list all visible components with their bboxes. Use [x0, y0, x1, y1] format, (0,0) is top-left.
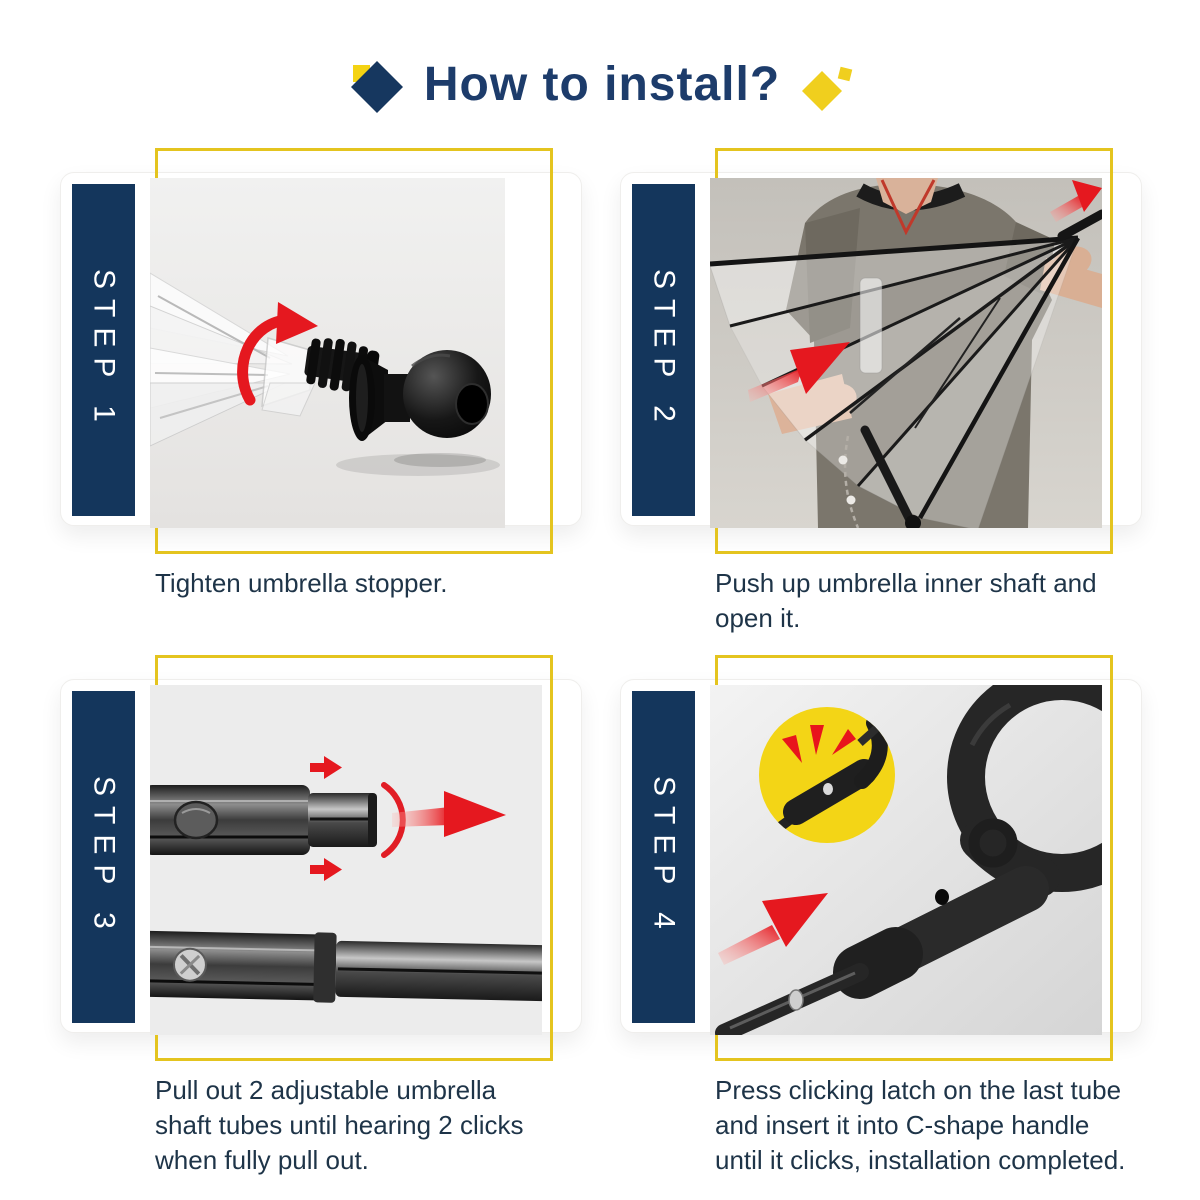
- step-3-panel: [60, 655, 620, 1175]
- step-4-photo-illustration: [710, 685, 1102, 1035]
- step-3-photo: [150, 685, 542, 1035]
- step-2-panel: [620, 148, 1180, 653]
- upper-tube-assembly: [150, 785, 377, 855]
- step-2-label: STEP 2: [647, 268, 681, 432]
- step-4-label-bar: [632, 691, 695, 1023]
- latch-detail-circle: [758, 707, 896, 843]
- caption-line: and insert it into C-shape handle: [715, 1110, 1090, 1140]
- step-2-caption: [715, 566, 1185, 636]
- caption-line: Press clicking latch on the last tube: [715, 1075, 1122, 1105]
- caption-line: until it clicks, installation completed.: [715, 1145, 1126, 1175]
- page-title: How to install?: [423, 57, 781, 111]
- yellow-diamond-ornament-icon: [800, 65, 854, 119]
- step-1-caption: [155, 566, 625, 601]
- header: [0, 44, 1200, 124]
- step-3-caption: [155, 1073, 625, 1178]
- step-2-photo-illustration: [710, 178, 1102, 528]
- step-1-label: STEP 1: [87, 268, 121, 432]
- step-3-label: STEP 3: [87, 775, 121, 939]
- caption-line: when fully pull out.: [155, 1145, 369, 1175]
- step-2-photo: [710, 178, 1102, 528]
- step-4-label: STEP 4: [647, 775, 681, 939]
- step-3-label-bar: [72, 691, 135, 1023]
- caption-line: Push up umbrella inner shaft and: [715, 568, 1097, 598]
- caption-line: Pull out 2 adjustable umbrella: [155, 1075, 497, 1105]
- step-4-photo: [710, 685, 1102, 1035]
- caption-line: Tighten umbrella stopper.: [155, 568, 448, 598]
- step-3-photo-illustration: [150, 685, 542, 1035]
- step-1-label-bar: [72, 184, 135, 516]
- navy-diamond-ornament-icon: [346, 54, 404, 114]
- step-4-panel: [620, 655, 1180, 1175]
- caption-line: open it.: [715, 603, 801, 633]
- step-4-caption: [715, 1073, 1185, 1178]
- step-1-photo: [150, 178, 505, 528]
- step-2-label-bar: [632, 184, 695, 516]
- step-1-photo-illustration: [150, 178, 505, 528]
- caption-line: shaft tubes until hearing 2 clicks: [155, 1110, 524, 1140]
- step-1-panel: [60, 148, 620, 653]
